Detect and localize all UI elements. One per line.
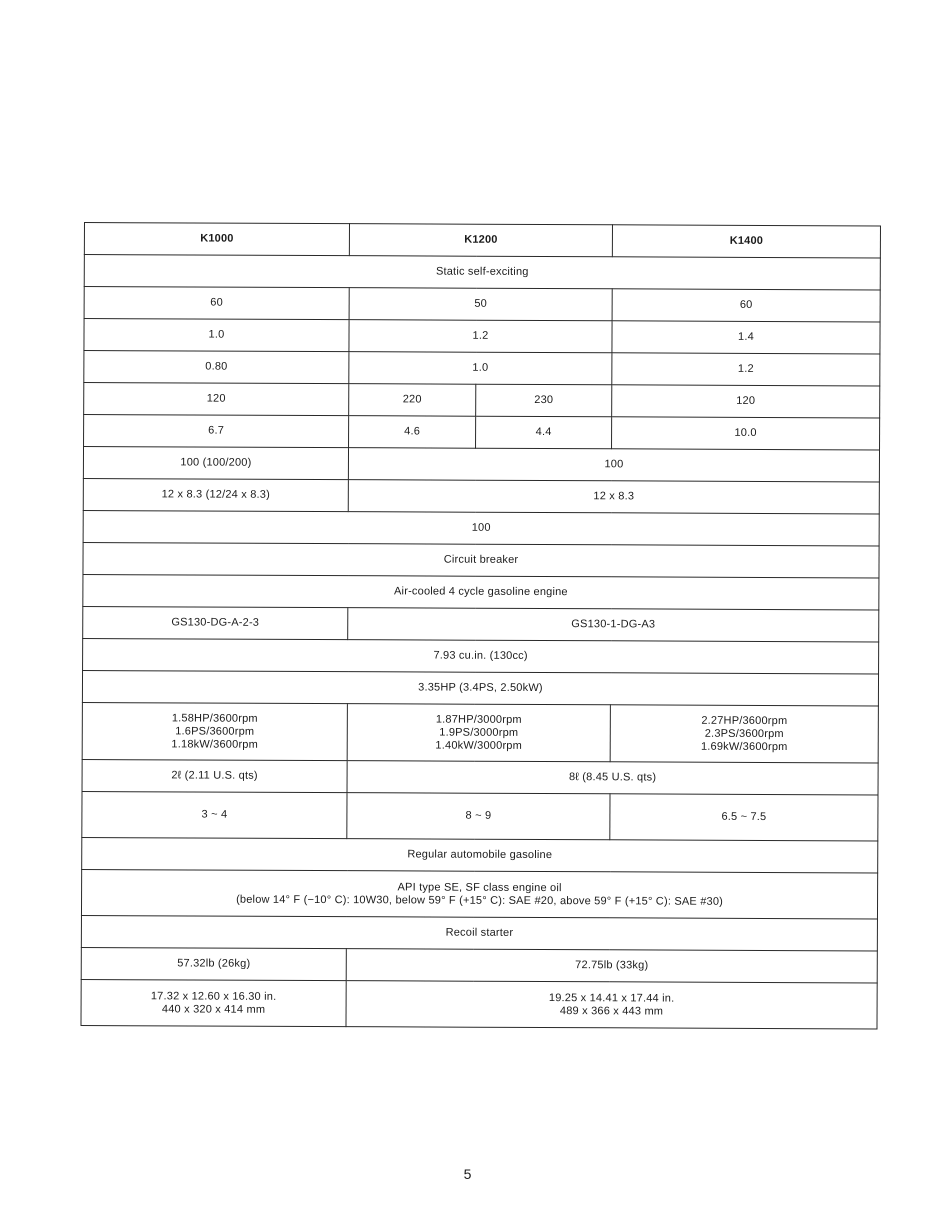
excitation-cell: Static self-exciting (84, 255, 880, 290)
table-row (83, 447, 879, 482)
rated-output-k1000: 0.80 (84, 351, 349, 384)
displacement-cell: 7.93 cu.in. (130cc) (83, 638, 879, 673)
engine-type-cell: Air-cooled 4 cycle gasoline engine (83, 574, 879, 609)
dimensions-line: 440 x 320 x 414 mm (161, 1002, 266, 1016)
header-k1200: K1200 (349, 224, 612, 257)
engine-model-others: GS130-1-DG-A3 (348, 608, 879, 642)
table-row (84, 319, 880, 354)
table-row (82, 791, 878, 840)
row100-k1000: 100 (100/200) (83, 447, 348, 480)
rated-power-line: 1.69kW/3600rpm (700, 740, 788, 753)
rated-power-line: 2.27HP/3600rpm (701, 714, 788, 727)
table-row (82, 759, 878, 794)
rated-power-k1000 (82, 702, 347, 760)
header-row (84, 223, 880, 258)
frequency-k1200: 50 (349, 288, 612, 321)
table-row (82, 837, 878, 872)
rated-power-line: 1.9PS/3000rpm (439, 726, 519, 739)
dimensions-line: 489 x 366 x 443 mm (559, 1004, 664, 1018)
dc-output-k1000: 12 x 8.3 (12/24 x 8.3) (83, 478, 348, 511)
max-output-k1400: 1.4 (612, 321, 880, 354)
dimensions-line: 19.25 x 14.41 x 17.44 in. (548, 991, 675, 1005)
voltage-k1200-b: 230 (476, 384, 612, 417)
dimensions-others (346, 981, 877, 1029)
run-time-k1000: 3 ~ 4 (82, 791, 347, 838)
frequency-k1000: 60 (84, 287, 349, 320)
run-time-k1200: 8 ~ 9 (347, 793, 610, 840)
starter-cell: Recoil starter (81, 915, 877, 950)
current-k1200-b: 4.4 (476, 416, 612, 449)
spec-table (80, 222, 881, 1029)
table-row (81, 979, 877, 1028)
table-row (83, 510, 879, 545)
max-output-k1000: 1.0 (84, 319, 349, 352)
rated-output-k1400: 1.2 (612, 353, 880, 386)
row100-all: 100 (83, 510, 879, 545)
current-k1000: 6.7 (84, 415, 349, 448)
weight-others: 72.75lb (33kg) (346, 949, 877, 983)
table-row (83, 606, 879, 641)
dimensions-k1000 (81, 979, 346, 1026)
dimensions-line: 17.32 x 12.60 x 16.30 in. (150, 989, 277, 1003)
table-row (83, 574, 879, 609)
table-row (82, 702, 878, 762)
rated-power-line: 1.58HP/3600rpm (171, 711, 258, 725)
table-row (81, 947, 877, 982)
table-row (84, 255, 880, 290)
dc-output-others: 12 x 8.3 (348, 480, 879, 514)
rated-power-line: 1.87HP/3000rpm (435, 713, 522, 726)
table-row (82, 670, 878, 705)
oil-line: API type SE, SF class engine oil (397, 880, 562, 894)
fuel-tank-k1000: 2ℓ (2.11 U.S. qts) (82, 759, 347, 792)
rated-power-k1400 (610, 705, 878, 763)
run-time-k1400: 6.5 ~ 7.5 (610, 794, 878, 841)
rated-power-k1200 (347, 704, 610, 762)
voltage-k1400: 120 (612, 385, 880, 418)
table-row (84, 415, 880, 450)
rated-power-line: 1.40kW/3000rpm (435, 739, 523, 752)
current-k1200-a: 4.6 (349, 416, 476, 449)
frequency-k1400: 60 (612, 289, 880, 322)
table-row (83, 638, 879, 673)
oil-line: (below 14° F (−10° C): 10W30, below 59° F (+15° C): SAE #20, above 59° F (+15° C): SAE #30) (236, 893, 724, 908)
fuel-cell: Regular automobile gasoline (82, 837, 878, 872)
weight-k1000: 57.32lb (26kg) (81, 947, 346, 980)
max-output-k1200: 1.2 (349, 320, 612, 353)
rated-output-k1200: 1.0 (349, 352, 612, 385)
rated-power-line: 2.3PS/3600rpm (704, 727, 784, 740)
breaker-cell: Circuit breaker (83, 542, 879, 577)
oil-cell (81, 869, 877, 918)
page-number: 5 (463, 1166, 472, 1182)
table-row (84, 287, 880, 322)
table-row (83, 542, 879, 577)
table-row (83, 478, 879, 513)
header-k1000: K1000 (84, 223, 349, 256)
rated-power-line: 1.6PS/3600rpm (175, 724, 255, 738)
table-row (84, 383, 880, 418)
current-k1400: 10.0 (612, 417, 880, 450)
voltage-k1000: 120 (84, 383, 349, 416)
table-row (81, 869, 877, 918)
engine-model-k1000: GS130-DG-A-2-3 (83, 606, 348, 639)
max-power-cell: 3.35HP (3.4PS, 2.50kW) (82, 670, 878, 705)
row100-others: 100 (348, 448, 879, 482)
rated-power-line: 1.18kW/3600rpm (171, 737, 259, 751)
voltage-k1200-a: 220 (349, 384, 476, 417)
table-row (81, 915, 877, 950)
fuel-tank-others: 8ℓ (8.45 U.S. qts) (347, 761, 878, 795)
header-k1400: K1400 (612, 225, 880, 258)
table-row (84, 351, 880, 386)
